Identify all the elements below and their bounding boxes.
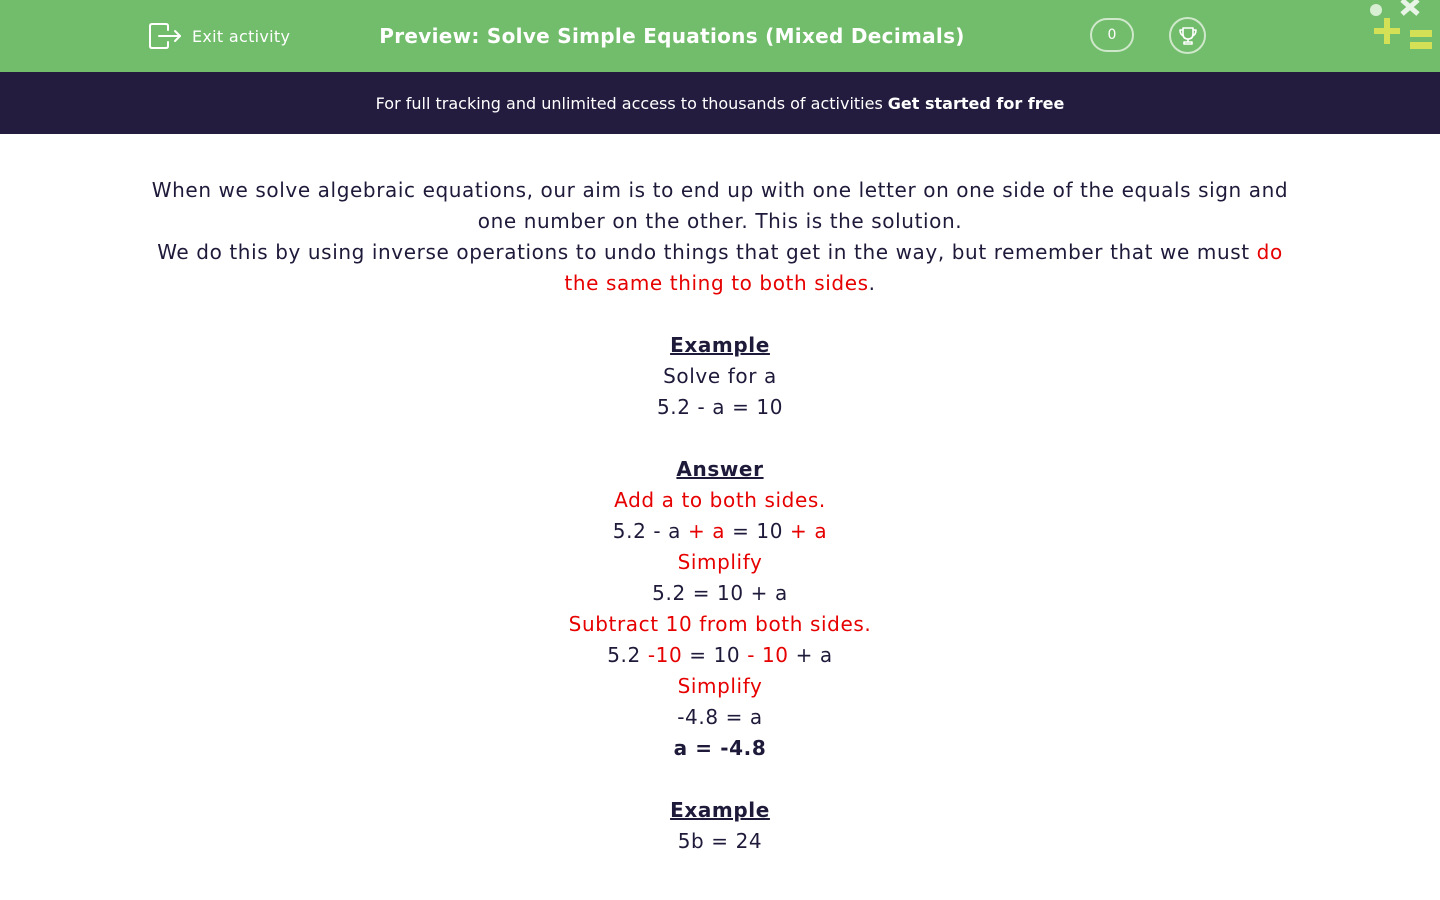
promo-banner: [0, 72, 1440, 134]
answer-equation-3: [140, 640, 1300, 671]
answer-step-2: Simplify: [677, 550, 763, 574]
eq3-part-a: 5.2: [607, 643, 641, 667]
answer-equation-2: 5.2 = 10 + a: [652, 581, 788, 605]
answer-step-1: Add a to both sides.: [614, 488, 826, 512]
eq1-part-a: 5.2 - a: [612, 519, 681, 543]
top-bar: [0, 0, 1440, 72]
trophy-icon: [1177, 25, 1199, 47]
example-equation: 5.2 - a = 10: [656, 395, 784, 419]
eq1-part-d: + a: [790, 519, 828, 543]
intro-line-1: When we solve algebraic equations, our aim is to end up with one letter on one side of the equals sign and one number on the other. This is the solution.: [151, 178, 1289, 233]
intro-line-2-highlight: do the same thing to both sides: [564, 240, 1283, 295]
intro-line-2-text: We do this by using inverse operations to undo things that get in the way, but remember that we must: [157, 240, 1250, 264]
example-prompt: Solve for a: [663, 364, 777, 388]
score-counter: 0: [1090, 18, 1134, 52]
intro-line-2: [140, 237, 1300, 299]
eq3-part-e: + a: [795, 643, 833, 667]
intro-line-2-end: .: [868, 271, 876, 295]
eq1-part-c: = 10: [732, 519, 784, 543]
example-2-equation: 5b = 24: [677, 829, 763, 853]
eq3-part-c: = 10: [689, 643, 741, 667]
spacer: [140, 764, 1300, 795]
trophy-button[interactable]: [1169, 17, 1206, 54]
answer-equation-4: -4.8 = a: [677, 705, 763, 729]
eq3-part-d: - 10: [747, 643, 789, 667]
example-heading: Example: [670, 333, 770, 357]
answer-step-4: Simplify: [677, 674, 763, 698]
answer-step-3: Subtract 10 from both sides.: [568, 612, 872, 636]
answer-heading: Answer: [676, 457, 764, 481]
spacer: [140, 423, 1300, 454]
answer-equation-1: [140, 516, 1300, 547]
get-started-link[interactable]: Get started for free: [887, 93, 1065, 113]
eq3-part-b: -10: [647, 643, 683, 667]
logo-icon: [1366, 0, 1440, 60]
exit-label: Exit activity: [192, 26, 291, 46]
spacer: [140, 299, 1300, 330]
promo-text: For full tracking and unlimited access to thousands of activities: [375, 93, 883, 113]
lesson-content: [140, 175, 1300, 857]
eq1-part-b: + a: [687, 519, 726, 543]
page-title: Preview: Solve Simple Equations (Mixed Decimals): [379, 24, 965, 48]
answer-result: a = -4.8: [673, 736, 767, 760]
example-2-heading: Example: [670, 798, 770, 822]
